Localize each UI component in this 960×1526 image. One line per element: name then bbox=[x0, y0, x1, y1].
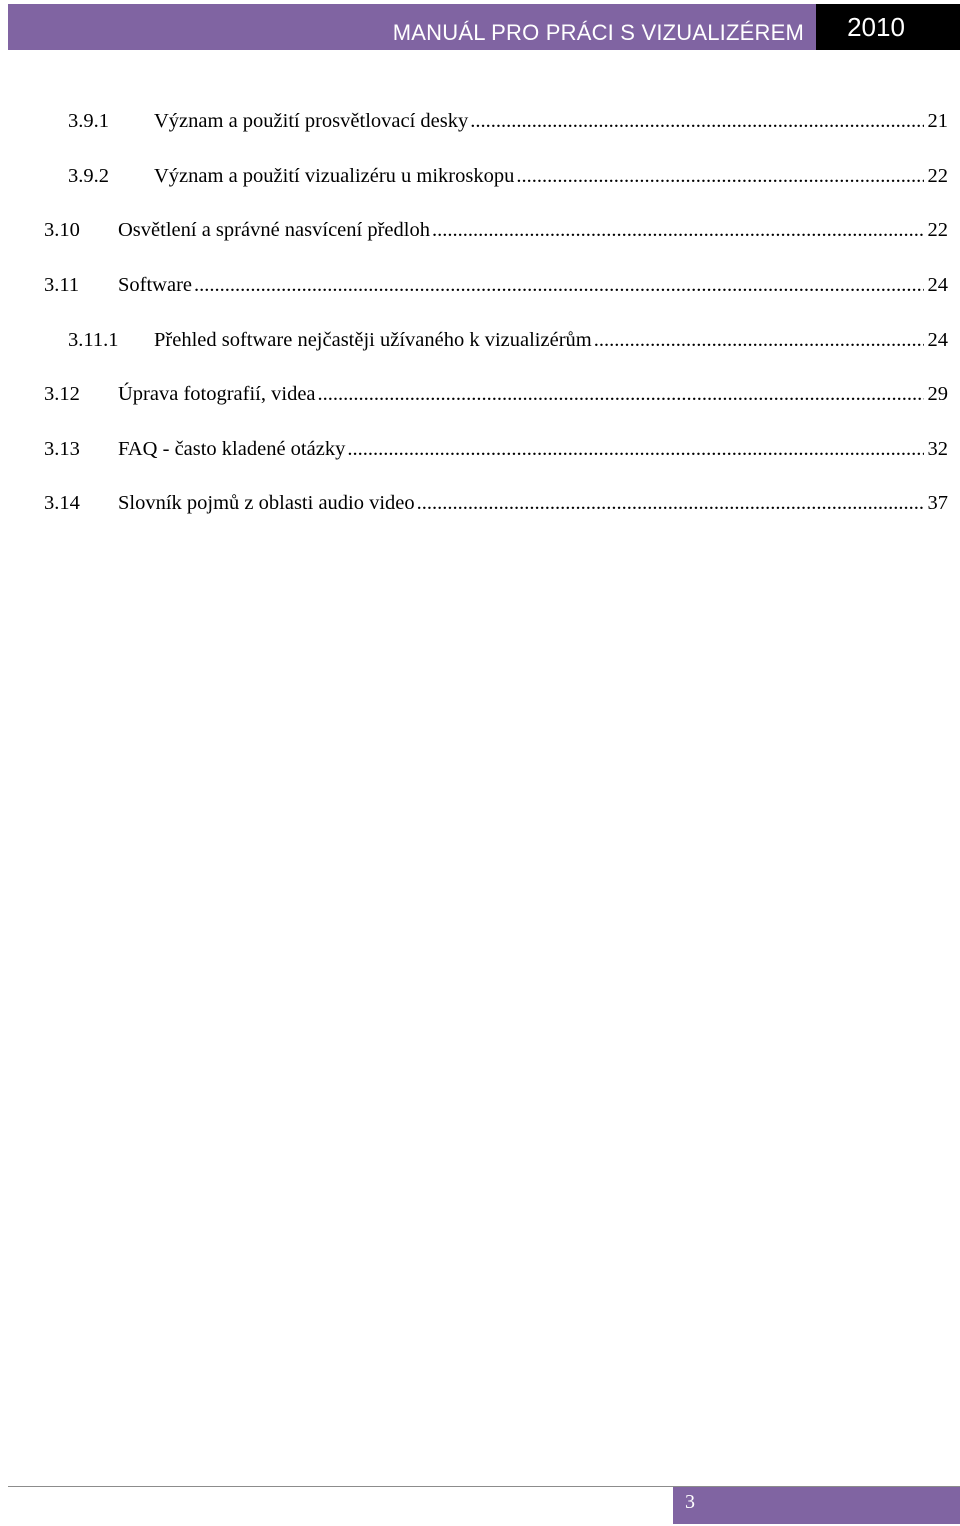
page-number-badge: 3 bbox=[673, 1487, 960, 1524]
toc-entry-number: 3.13 bbox=[44, 438, 80, 460]
toc-entry[interactable] bbox=[44, 437, 948, 461]
toc-leader-dots bbox=[318, 382, 924, 406]
toc-entry-page: 29 bbox=[927, 383, 948, 405]
toc-entry[interactable] bbox=[44, 382, 948, 406]
toc-entry[interactable] bbox=[44, 491, 948, 515]
toc-entry-number: 3.11 bbox=[44, 274, 80, 296]
toc-entry-page: 24 bbox=[927, 329, 948, 351]
toc-entry-number: 3.9.1 bbox=[68, 110, 109, 132]
toc-leader-dots bbox=[516, 164, 923, 188]
toc-leader-dots bbox=[470, 109, 923, 133]
toc-entry-title: Přehled software nejčastěji užívaného k vizualizérům bbox=[154, 329, 592, 351]
toc-entry-page: 24 bbox=[927, 274, 948, 296]
toc-entry[interactable] bbox=[44, 218, 948, 242]
toc-entry-number: 3.12 bbox=[44, 383, 80, 405]
toc-entry[interactable] bbox=[44, 273, 948, 297]
toc-entry-page: 22 bbox=[927, 219, 948, 241]
header-year: 2010 bbox=[816, 4, 960, 50]
toc-leader-dots bbox=[432, 218, 924, 242]
toc-entry-title: FAQ - často kladené otázky bbox=[118, 438, 346, 460]
toc-entry-number: 3.9.2 bbox=[68, 165, 109, 187]
toc-leader-dots bbox=[194, 273, 923, 297]
toc-entry-title: Osvětlení a správné nasvícení předloh bbox=[118, 219, 430, 241]
toc-leader-dots bbox=[594, 328, 924, 352]
toc-leader-dots bbox=[417, 491, 924, 515]
toc-entry-page: 32 bbox=[927, 438, 948, 460]
toc-entry-title: Slovník pojmů z oblasti audio video bbox=[118, 492, 415, 514]
header-title: MANUÁL PRO PRÁCI S VIZUALIZÉREM bbox=[8, 4, 816, 50]
toc-entry-number: 3.10 bbox=[44, 219, 80, 241]
toc-entry-title: Význam a použití vizualizéru u mikroskopu bbox=[154, 165, 515, 187]
toc-entry[interactable] bbox=[68, 164, 948, 188]
toc-entry[interactable] bbox=[68, 109, 948, 133]
toc-entry-page: 22 bbox=[927, 165, 948, 187]
toc-entry-title: Software bbox=[118, 274, 193, 296]
toc-entry-title: Význam a použití prosvětlovací desky bbox=[154, 110, 469, 132]
toc-leader-dots bbox=[347, 437, 923, 461]
toc-entry-title: Úprava fotografií, videa bbox=[118, 383, 316, 405]
toc-entry-number: 3.11.1 bbox=[68, 329, 119, 351]
toc-entry-page: 21 bbox=[927, 110, 948, 132]
toc-entry-page: 37 bbox=[927, 492, 948, 514]
page-header bbox=[8, 4, 960, 50]
toc-entry-number: 3.14 bbox=[44, 492, 80, 514]
toc-entry[interactable] bbox=[68, 328, 948, 352]
